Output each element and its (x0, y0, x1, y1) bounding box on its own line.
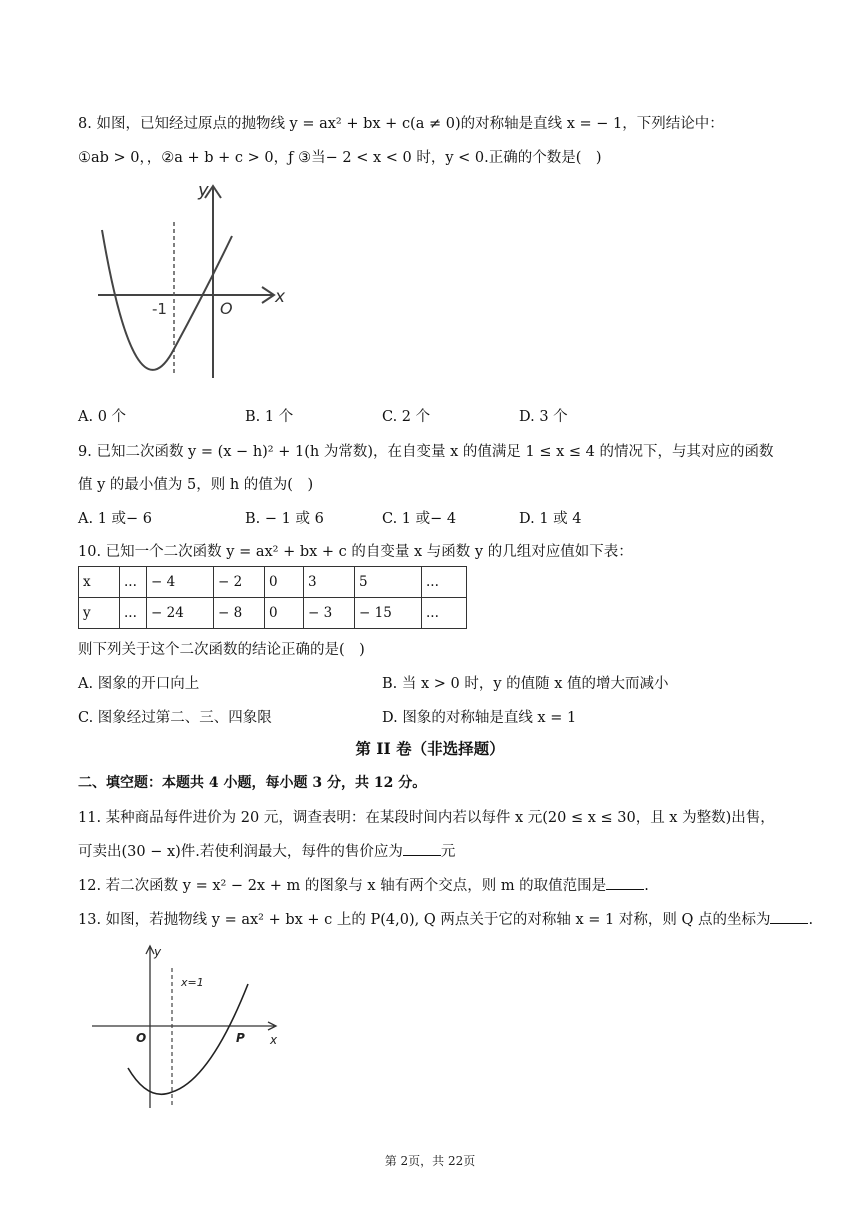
part2-title: 第 II 卷（非选择题） (355, 739, 505, 758)
q10-after-text: 则下列关于这个二次函数的结论正确的是( ) (78, 642, 365, 658)
q8-option-d[interactable]: D. 3 个 (519, 409, 568, 425)
table-cell: 0 (265, 567, 304, 598)
q10-option-c[interactable]: C. 图象经过第二、三、四象限 (78, 710, 272, 726)
table-cell: y (79, 598, 120, 629)
q13-axis-label: x=1 (181, 976, 204, 989)
q9-stem-line1: 9. 已知二次函数 y = (x − h)² + 1(h 为常数)，在自变量 x 的值满足 1 ≤ x ≤ 4 的情况下，与其对应的函数 (78, 444, 774, 460)
q11-line2 (78, 840, 455, 861)
q13-answer-blank[interactable] (770, 911, 808, 924)
table-cell: − 2 (214, 567, 265, 598)
q9-stem-line2: 值 y 的最小值为 5，则 h 的值为( ) (78, 477, 314, 493)
table-cell: 5 (355, 567, 422, 598)
q13-end: . (808, 912, 814, 928)
q11-line2-text: 可卖出(30 − x)件.若使利润最大，每件的售价应为 (78, 844, 403, 860)
section-heading: 二、填空题：本题共 4 小题，每小题 3 分，共 12 分。 (78, 775, 427, 791)
q11-line1: 11. 某种商品每件进价为 20 元，调查表明：在某段时间内若以每件 x 元(20 ≤ x ≤ 30，且 x 为整数)出售， (78, 810, 775, 826)
table-cell: x (79, 567, 120, 598)
q12-end: . (644, 878, 649, 894)
q13-point-p-label: P (236, 1031, 245, 1045)
q12-text: 12. 若二次函数 y = x² − 2x + m 的图象与 x 轴有两个交点，则 m 的取值范围是 (78, 878, 607, 894)
q10-option-d[interactable]: D. 图象的对称轴是直线 x = 1 (382, 710, 577, 726)
table-cell: − 3 (304, 598, 355, 629)
q8-option-a[interactable]: A. 0 个 (78, 409, 127, 425)
table-cell: − 15 (355, 598, 422, 629)
page-footer: 第 2页，共 22页 (384, 1154, 476, 1168)
table-cell: − 8 (214, 598, 265, 629)
table-cell: − 24 (147, 598, 214, 629)
q10-stem: 10. 已知一个二次函数 y = ax² + bx + c 的自变量 x 与函数 y 的几组对应值如下表： (78, 544, 633, 560)
q9-option-d[interactable]: D. 1 或 4 (519, 511, 582, 527)
q8-stem-line2: ①ab > 0，，②a + b + c > 0，ƒ ③当− 2 < x < 0 时，y < 0.正确的个数是( ) (78, 150, 602, 166)
q8-stem-line1: 8. 如图，已知经过原点的抛物线 y = ax² + bx + c(a ≠ 0)的对称轴是直线 x = − 1，下列结论中： (78, 116, 724, 132)
q9-option-b[interactable]: B. − 1 或 6 (245, 511, 324, 527)
q13-origin-label: O (136, 1031, 147, 1045)
q8-option-b[interactable]: B. 1 个 (245, 409, 294, 425)
table-cell: 0 (265, 598, 304, 629)
table-row (79, 598, 467, 629)
q13-line (78, 908, 813, 929)
table-cell: − 4 (147, 567, 214, 598)
q13-x-label: x (270, 1033, 278, 1047)
q11-answer-blank[interactable] (403, 843, 441, 856)
q9-option-c[interactable]: C. 1 或− 4 (382, 511, 457, 527)
q12-line (78, 874, 649, 895)
q11-line2-unit: 元 (440, 844, 456, 860)
table-cell: ... (422, 598, 467, 629)
q13-text: 13. 如图，若抛物线 y = ax² + bx + c 上的 P(4,0), Q 两点关于它的对称轴 x = 1 对称，则 Q 点的坐标为 (78, 912, 771, 928)
table-row (79, 567, 467, 598)
q8-parabola-graph (92, 178, 292, 388)
q8-origin-label: O (220, 299, 233, 318)
q8-tick-label: -1 (152, 300, 167, 318)
q8-option-c[interactable]: C. 2 个 (382, 409, 431, 425)
q10-option-a[interactable]: A. 图象的开口向上 (78, 676, 200, 692)
table-cell: 3 (304, 567, 355, 598)
table-cell: ... (120, 598, 147, 629)
q8-y-label: y (198, 180, 209, 201)
q13-parabola-graph (88, 940, 288, 1112)
q12-answer-blank[interactable] (606, 877, 644, 890)
q13-y-label: y (154, 945, 162, 959)
table-cell: ... (422, 567, 467, 598)
q10-value-table (78, 566, 467, 629)
q10-option-b[interactable]: B. 当 x > 0 时，y 的值随 x 值的增大而减小 (382, 676, 669, 692)
table-cell: ... (120, 567, 147, 598)
q9-option-a[interactable]: A. 1 或− 6 (78, 511, 153, 527)
q8-x-label: x (275, 287, 286, 307)
